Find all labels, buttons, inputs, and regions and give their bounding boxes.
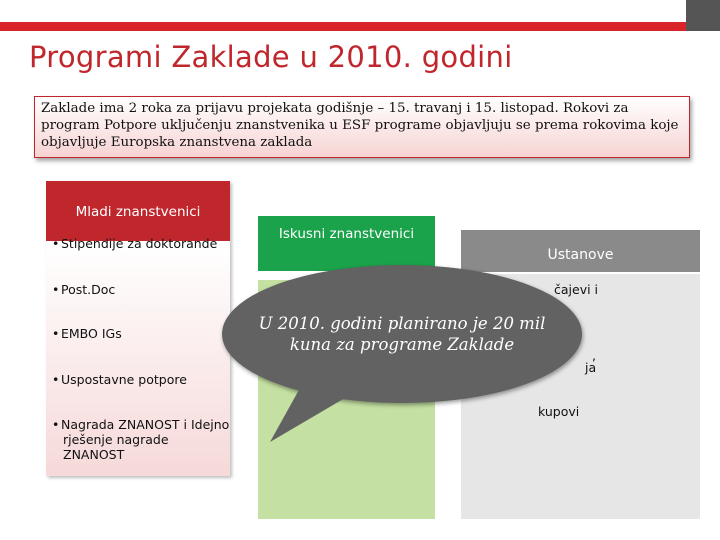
slide-title: Programi Zaklade u 2010. godini [29,40,513,74]
list-item: • EMBO IGs [52,326,122,341]
ustanove-item-fragment: čajevi i [554,282,599,297]
ustanove-item-fragment: kupovi [538,404,580,419]
list-item: • Post.Doc [52,282,116,297]
info-box: Zaklade ima 2 roka za prijavu projekata godišnje – 15. travanj i 15. listopad. Rokovi za program Potpore uključenju znanstvenika u ESF programe objavljuju se prema rokovima koje objavljuje Europska znanstvena zaklada [34,96,690,158]
callout-text: U 2010. godini planirano je 20 mil kuna za programe Zaklade [258,314,546,354]
ustanove-column-header: Ustanove [461,230,700,272]
list-item: • Uspostavne potpore [52,372,187,387]
iskusni-column-header: Iskusni znanstvenici [258,216,435,271]
ustanove-item-fragment: ja [585,360,597,375]
mladi-column-header: Mladi znanstvenici [46,181,230,241]
list-item: • Nagrada ZNANOST i Idejno rješenje nagrade ZNANOST [52,417,230,462]
ustanove-item-fragment: , [592,348,596,363]
list-item: • Stipendije za doktorande [52,236,218,251]
